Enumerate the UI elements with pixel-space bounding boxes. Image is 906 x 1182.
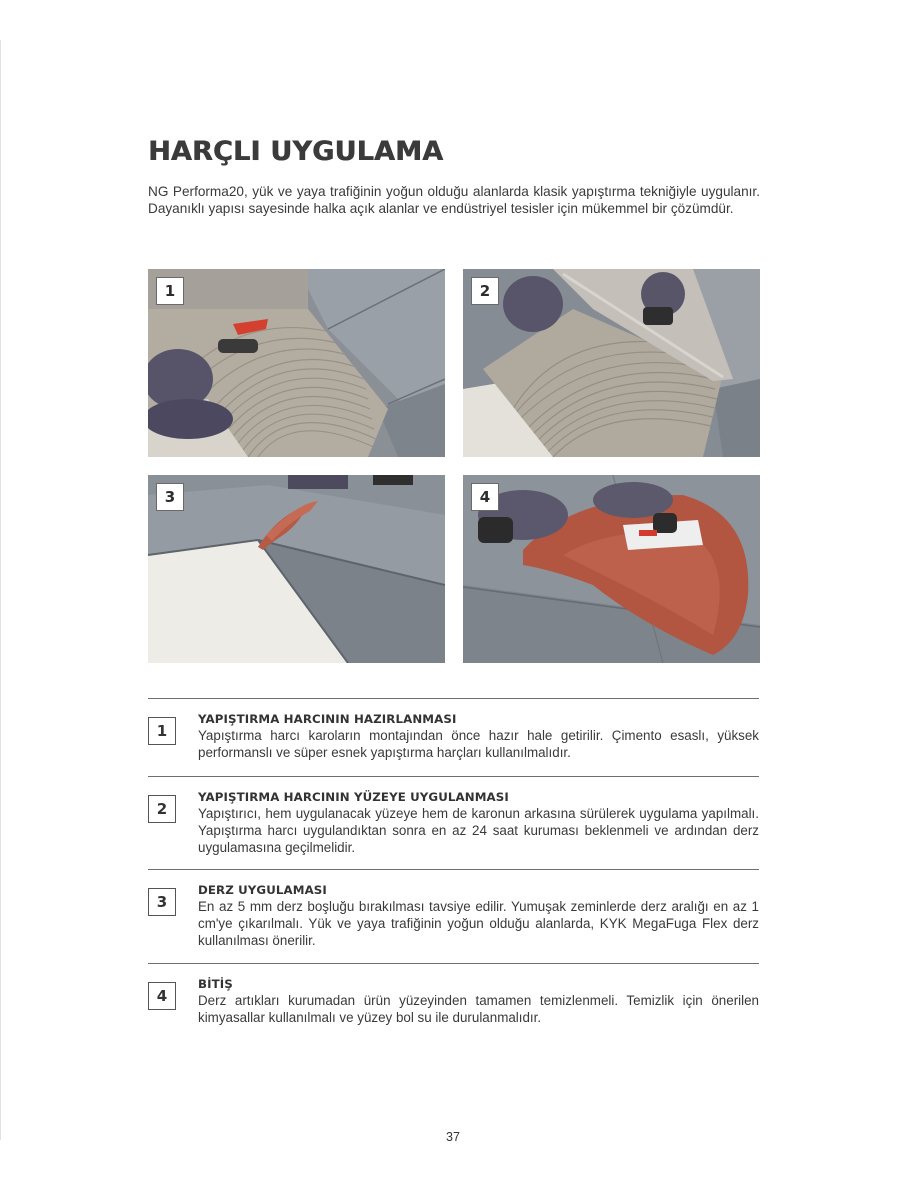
cleaning-surface-photo (463, 475, 760, 663)
photo-step-3 (148, 475, 445, 663)
step-title: DERZ UYGULAMASI (198, 883, 327, 897)
laying-tile-photo (463, 269, 760, 457)
section-divider (148, 963, 759, 964)
step-number-badge: 3 (148, 888, 176, 916)
page-title: HARÇLI UYGULAMA (148, 136, 444, 167)
section-divider (148, 869, 759, 870)
photo-step-4 (463, 475, 760, 663)
photo-badge: 1 (156, 277, 184, 305)
photo-step-2 (463, 269, 760, 457)
step-title: YAPIŞTIRMA HARCININ HAZIRLANMASI (198, 712, 457, 726)
page-number: 37 (446, 1130, 460, 1144)
step-description: Derz artıkları kurumadan ürün yüzeyinden tamamen temizlenmeli. Temizlik için önerilen kimyasallar kullanılmalı ve yüzey bol su ile durulanmalıdır. (198, 993, 759, 1026)
step-number-badge: 4 (148, 982, 176, 1010)
step-number-badge: 2 (148, 795, 176, 823)
photo-badge: 2 (471, 277, 499, 305)
step-description: Yapıştırma harcı karoların montajından önce hazır hale getirilir. Çimento esaslı, yüksek performanslı ve süper esnek yapıştırma harçları kullanılmalıdır. (198, 728, 759, 761)
intro-paragraph: NG Performa20, yük ve yaya trafiğinin yoğun olduğu alanlarda klasik yapıştırma tekniğiyle uygulanır. Dayanıklı yapısı sayesinde halka açık alanlar ve endüstriyel tesisler için mükemmel bir çözümdür. (148, 184, 760, 217)
step-description: En az 5 mm derz boşluğu bırakılması tavsiye edilir. Yumuşak zeminlerde derz aralığı en az 1 cm'ye çıkarılmalı. Yük ve yaya trafiğinin yoğun olduğu alanlarda, KYK MegaFuga Flex derz kullanılması önerilir. (198, 899, 759, 949)
photo-badge: 3 (156, 483, 184, 511)
photo-badge: 4 (471, 483, 499, 511)
page-edge-line (0, 40, 1, 1140)
trowel-spreading-adhesive-photo (148, 269, 445, 457)
grout-joint-photo (148, 475, 445, 663)
step-description: Yapıştırıcı, hem uygulanacak yüzeye hem de karonun arkasına sürülerek uygulama yapılmalı. Yapıştırma harcı uygulandıktan sonra en az 24 saat kuruması beklenmeli ve ardından derz uygulamasına geçilmelidir. (198, 806, 759, 856)
step-number-badge: 1 (148, 717, 176, 745)
section-divider (148, 698, 759, 699)
photo-step-1 (148, 269, 445, 457)
step-title: BİTİŞ (198, 977, 233, 991)
section-divider (148, 776, 759, 777)
step-title: YAPIŞTIRMA HARCININ YÜZEYE UYGULANMASI (198, 790, 509, 804)
